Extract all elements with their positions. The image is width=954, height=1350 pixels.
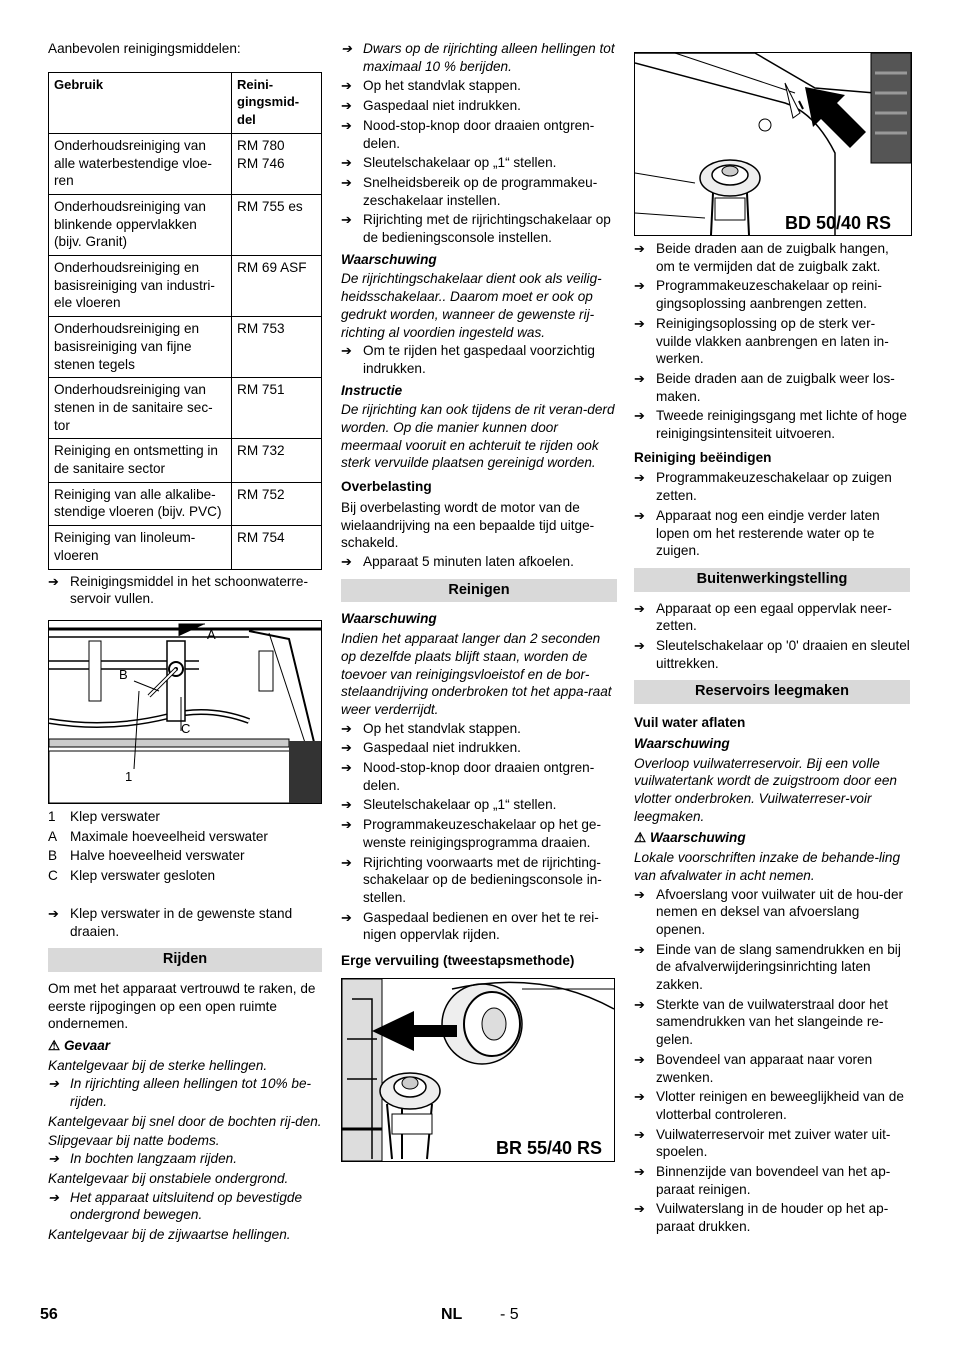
step: ➔ Programmakeuzeschakelaar op zuigen zetten. [634,470,892,504]
step: ➔ Op het standvlak stappen. [341,720,521,736]
warning-triangle-icon: ⚠ [634,830,647,846]
table-cell: RM 780 RM 746 [232,133,322,194]
table-row [49,256,322,317]
table-row [49,526,322,569]
table-cell: Onderhoudsreiniging en basisreiniging van industri- ele vloeren [49,256,232,317]
table-row [49,194,322,255]
figure-valve [48,620,322,804]
danger-step: ➔ In bochten langzaam rijden. [48,1151,238,1167]
table-cell: RM 755 es [232,194,322,255]
danger-text: Kantelgevaar bij onstabiele ondergrond. [48,1170,289,1186]
table-cell: Onderhoudsreiniging van blinkende oppervlakken (bijv. Granit) [49,194,232,255]
arrow-right-icon: ➔ [634,1164,645,1180]
fig1-label-1: 1 [125,768,133,784]
danger-step: ➔ Het apparaat uitsluitend op bevestigde ondergrond bewegen. [48,1189,303,1223]
legend-item: C Klep verswater gesloten [48,868,216,884]
fig1-label-c: C [181,720,191,736]
arrow-right-icon: ➔ [341,343,352,359]
arrow-right-icon: ➔ [48,573,59,589]
arrow-right-icon: ➔ [634,507,645,523]
step: ➔ Programmakeuzeschakelaar op reini-gingsoplossing aanbrengen zetten. [634,278,882,312]
section-header-rijden: Rijden [48,948,322,972]
table-header-usage: Gebruik [49,72,232,133]
overload-heading: Overbelasting [341,479,432,495]
arrow-right-icon: ➔ [341,760,352,776]
valve-illustration [49,621,321,803]
arrow-right-icon: ➔ [341,720,352,736]
step: ➔ Nood-stop-knop door draaien ontgren-delen. [341,117,595,151]
step-valve: ➔ Klep verswater in de gewenste stand draaien. [48,905,293,939]
table-cell: Reiniging van linoleum- vloeren [49,526,232,569]
table-header-row [49,72,322,133]
arrow-right-icon: ➔ [634,1051,645,1067]
warning-heading: Waarschuwing [341,251,437,267]
step: ➔ Apparaat 5 minuten laten afkoelen. [341,553,574,569]
figure-legend [48,808,322,885]
column-right [634,52,910,1238]
arrow-right-icon: ➔ [341,98,352,114]
step: ➔ Beide draden aan de zuigbalk weer los-maken. [634,370,895,404]
arrow-right-icon: ➔ [341,41,352,56]
warning-heading: Waarschuwing [634,735,730,751]
fig1-label-a: A [207,626,216,642]
step: ➔ Rijrichting met de rijrichtingschakelaar op de bedieningsconsole instellen. [341,212,611,246]
arrow-right-icon: ➔ [341,553,352,569]
legend-item: B Halve hoeveelheid verswater [48,848,245,864]
overload-text: Bij overbelasting wordt de motor van de wielaandrijving na een bepaalde tijd uitge-schakeld. [341,499,595,551]
warning-text: De rijrichtingschakelaar dient ook als veilig-heidsschakelaar.. Daarom moet er ook op gedrukt worden, wanneer de gewenste rij-richting al voordien ingesteld was. [341,271,602,340]
danger-text: Kantelgevaar bij de zijwaartse hellingen. [48,1227,291,1243]
br-55-40-illustration [342,979,614,1161]
arrow-right-icon: ➔ [634,638,645,654]
step: ➔ Gaspedaal bedienen en over het te rei-nigen oppervlak rijden. [341,909,599,943]
step: ➔ Bovendeel van apparaat naar voren zwenken. [634,1051,873,1085]
step: ➔ Sleutelschakelaar op '0' draaien en sleutel uittrekken. [634,638,910,671]
figure-br-55-40 [341,978,615,1162]
table-cell: Reiniging en ontsmetting in de sanitaire sector [49,439,232,482]
arrow-right-icon: ➔ [341,155,352,171]
step: ➔ Vuilwaterslang in de houder op het ap-paraat drukken. [634,1201,889,1235]
section-header-buitenwerking: Buitenwerkingstelling [634,568,910,592]
step: ➔ Nood-stop-knop door draaien ontgren-delen. [341,760,595,793]
warning-text: Indien het apparaat langer dan 2 seconden op dezelfde plaats blijft staan, worden de toevoer van reinigingsvloeistof en de bor-stelaandrijving onderbroken tot het appa-raat weer verderrijdt. [341,631,612,717]
step: ➔ Apparaat nog een eindje verder laten lopen om het resterende water op te zuigen. [634,507,880,559]
step: ➔ Tweede reinigingsgang met lichte of hoge reinigingsintensiteit uitvoeren. [634,408,907,442]
section-header-reinigen: Reinigen [341,579,617,603]
arrow-right-icon: ➔ [634,241,645,256]
arrow-right-icon: ➔ [634,370,645,386]
table-row [49,482,322,525]
warning-text: Overloop vuilwaterreservoir. Bij een volle vuilwatertank wordt de zuigstroom door een vlotter onderbroken. Vuilwaterreser-voir leegmaken. [634,755,897,824]
legend-item: 1 Klep verswater [48,808,160,824]
arrow-right-icon: ➔ [341,212,352,228]
step: ➔ Vuilwaterreservoir met zuiver water uit-spoelen. [634,1126,891,1160]
language-code: NL [441,1306,463,1323]
arrow-right-icon: ➔ [48,1189,59,1205]
rijden-intro: Om met het apparaat vertrouwd te raken, de eerste rijpogingen op een open ruimte ondernemen. [48,980,316,1032]
warning-triangle-icon: ⚠ [48,1038,61,1054]
end-cleaning-heading: Reiniging beëindigen [634,449,772,465]
step: ➔ Sleutelschakelaar op „1“ stellen. [341,797,557,813]
arrow-right-icon: ➔ [341,797,352,813]
legend-item: A Maximale hoeveelheid verswater [48,828,268,844]
arrow-right-icon: ➔ [48,1076,59,1092]
step: ➔ Om te rijden het gaspedaal voorzichtig indrukken. [341,343,595,376]
step: ➔ Apparaat op een egaal oppervlak neer-zetten. [634,600,892,634]
table-cell: Reiniging van alle alkalibe- stendige vloeren (bijv. PVC) [49,482,232,525]
table-cell: Onderhoudsreiniging en basisreiniging van fijne stenen tegels [49,317,232,378]
danger-text: Slipgevaar bij natte bodems. [48,1132,220,1148]
arrow-right-icon: ➔ [341,78,352,94]
table-cell: Onderhoudsreiniging van alle waterbestendige vloe- ren [49,133,232,194]
step: ➔ Snelheidsbereik op de programmakeu-zeschakelaar instellen. [341,174,598,208]
column-middle [341,40,617,1162]
table-header-agent: Reini- gingsmid- del [232,72,322,133]
fig1-label-b: B [119,666,128,682]
step: ➔ Dwars op de rijrichting alleen hellingen tot maximaal 10 % berijden. [341,41,615,74]
step: ➔ Gaspedaal niet indrukken. [341,98,521,114]
danger-text: Kantelgevaar bij de sterke hellingen. [48,1057,268,1073]
fig3-model-label: BD 50/40 RS [785,213,892,233]
warning-text: Lokale voorschriften inzake de behande-ling van afvalwater in acht nemen. [634,850,901,883]
table-cell: RM 754 [232,526,322,569]
cleaning-agents-table [48,72,322,570]
danger-heading: ⚠ Gevaar [48,1038,111,1054]
step: ➔ Einde van de slang samendrukken en bij de afvalverwijderingsinrichting laten zakken. [634,941,901,993]
arrow-right-icon: ➔ [341,817,352,833]
step: ➔ Reinigingsoplossing op de sterk ver-vuilde vlakken aanbrengen en laten in-werken. [634,315,889,367]
arrow-right-icon: ➔ [634,1089,645,1105]
table-cell: RM 753 [232,317,322,378]
arrow-right-icon: ➔ [634,600,645,616]
fig2-model-label: BR 55/40 RS [496,1137,603,1158]
warning-heading: ⚠ Waarschuwing [634,830,746,846]
danger-text: Kantelgevaar bij snel door de bochten rij-den. [48,1113,322,1129]
table-row [49,439,322,482]
table-row [49,317,322,378]
step: ➔ Sleutelschakelaar op „1“ stellen. [341,155,557,171]
arrow-right-icon: ➔ [634,315,645,331]
arrow-right-icon: ➔ [341,740,352,756]
step: ➔ Programmakeuzeschakelaar op het ge-wenste reinigingsprogramma draaien. [341,817,602,850]
step: ➔ Vlotter reinigen en beweeglijkheid van de vlotterbal controleren. [634,1089,904,1122]
step: ➔ Beide draden aan de zuigbalk hangen, om te vermijden dat de zuigbalk zakt. [634,241,889,274]
table-cell: RM 732 [232,439,322,482]
table-cell: RM 69 ASF [232,256,322,317]
table-row [49,378,322,439]
intro-text: Aanbevolen reinigingsmiddelen: [48,41,241,56]
table-cell: RM 752 [232,482,322,525]
page-number: 56 [40,1306,58,1323]
step: ➔ Op het standvlak stappen. [341,78,521,94]
warning-heading: Waarschuwing [341,611,437,627]
section-header-reservoirs: Reservoirs leegmaken [634,680,910,704]
table-row [49,133,322,194]
step: ➔ Rijrichting voorwaarts met de rijrichting-schakelaar op de bedieningsconsole in-stellen. [341,854,602,905]
step-fill: ➔ Reinigingsmiddel in het schoonwaterre-servoir vullen. [48,573,309,607]
figure-bd-50-40 [634,52,912,236]
drain-heading: Vuil water aflaten [634,715,746,731]
table-cell: RM 751 [232,378,322,439]
bd-50-40-illustration [635,53,911,235]
step: ➔ Sterkte van de vuilwaterstraal door het samendrukken van het slangeinde re-gelen. [634,996,888,1048]
step: ➔ Binnenzijde van bovendeel van het ap-paraat reinigen. [634,1164,891,1197]
arrow-right-icon: ➔ [634,278,645,294]
arrow-right-icon: ➔ [341,117,352,133]
step: ➔ Gaspedaal niet indrukken. [341,740,521,756]
arrow-right-icon: ➔ [634,408,645,424]
heavy-dirt-heading: Erge vervuiling (tweestapsmethode) [341,953,575,969]
step: ➔ Afvoerslang voor vuilwater uit de hou-der nemen en deksel van afvoerslang openen. [634,886,904,937]
instruction-text: De rijrichting kan ook tijdens de rit veran-derd worden. Op die manier kunnen door meermaal vooruit en achteruit te rijden ook sterk vervuilde plaatsen gereinigd worden. [341,402,615,471]
table-cell: Onderhoudsreiniging van stenen in de sanitaire sec- tor [49,378,232,439]
arrow-right-icon: ➔ [634,996,645,1012]
arrow-right-icon: ➔ [341,854,352,870]
arrow-right-icon: ➔ [634,1126,645,1142]
arrow-right-icon: ➔ [48,905,59,921]
arrow-right-icon: ➔ [634,470,645,486]
instruction-heading: Instructie [341,382,403,398]
danger-step: ➔ In rijrichting alleen hellingen tot 10% be-rijden. [48,1076,312,1110]
arrow-right-icon: ➔ [341,909,352,925]
arrow-right-icon: ➔ [341,174,352,190]
arrow-right-icon: ➔ [634,886,645,902]
column-left [48,40,322,1248]
arrow-right-icon: ➔ [634,941,645,957]
arrow-right-icon: ➔ [634,1201,645,1217]
section-page: - 5 [500,1306,519,1323]
arrow-right-icon: ➔ [48,1151,59,1167]
